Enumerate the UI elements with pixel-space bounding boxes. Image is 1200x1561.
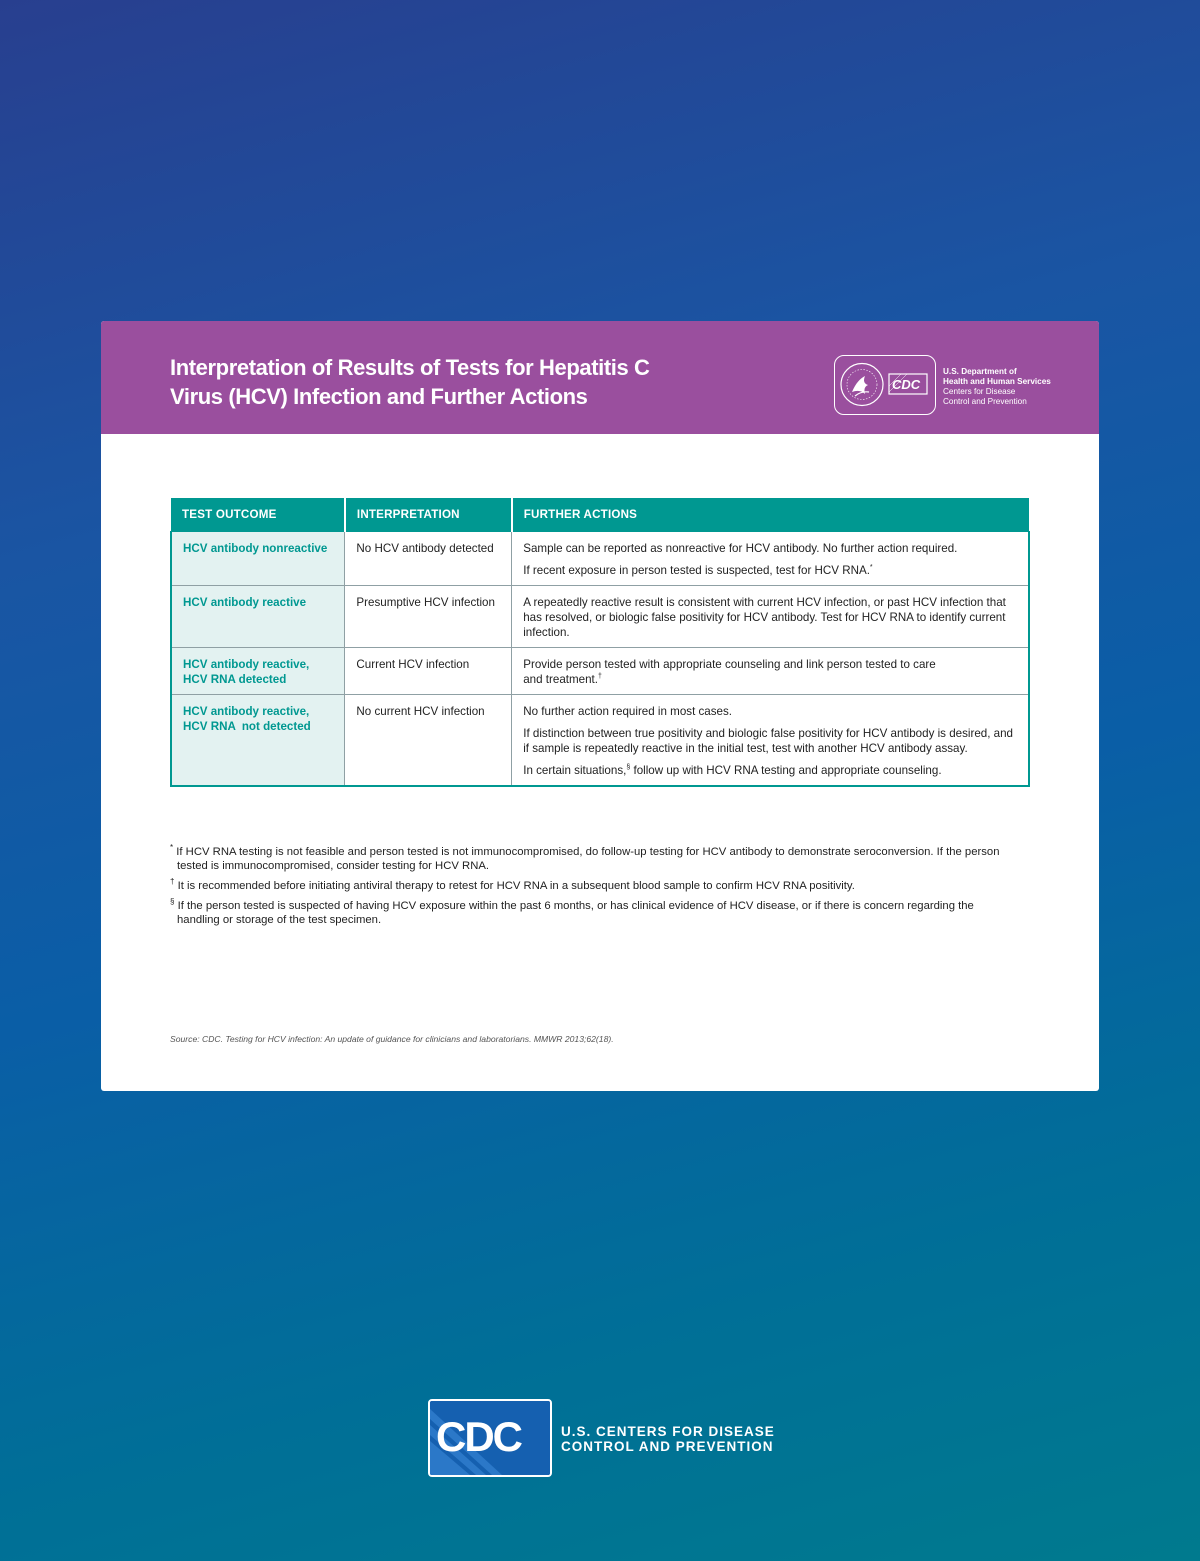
footnotes <box>170 845 1010 933</box>
interpretation-cell: Presumptive HCV infection <box>345 586 512 648</box>
agency-name: U.S. Department of Health and Human Services Centers for Disease Control and Prevention <box>943 367 1051 406</box>
table-row <box>171 586 1029 648</box>
hhs-eagle-icon <box>835 356 934 413</box>
cdc-tagline: U.S. CENTERS FOR DISEASE CONTROL AND PREVENTION <box>561 1424 775 1454</box>
svg-text:CDC: CDC <box>892 377 921 392</box>
header-test-outcome: TEST OUTCOME <box>171 498 345 532</box>
info-card <box>101 321 1099 1091</box>
footnote: * If HCV RNA testing is not feasible and person tested is not immunocompromised, do follow-up testing for HCV antibody to demonstrate seroconversion. If the person tested is immunocompromised, consider testing for HCV RNA. <box>170 843 1000 872</box>
interpretation-cell: No current HCV infection <box>345 695 512 787</box>
further-actions-cell: No further action required in most cases. If distinction between true positivity and biologic false positivity for HCV antibody is desired, and if sample is repeatedly reactive in the initial test, test with another HCV antibody assay. In certain situations,§ follow up with HCV RNA testing and appropriate counseling. <box>512 695 1029 787</box>
source-citation: Source: CDC. Testing for HCV infection: An update of guidance for clinicians and laboratorians. MMWR 2013;62(18). <box>170 1034 614 1044</box>
svg-text:CDC: CDC <box>436 1413 521 1460</box>
footnote: § If the person tested is suspected of having HCV exposure within the past 6 months, or has clinical evidence of HCV disease, or if there is concern regarding the handling or storage of the test specimen. <box>170 897 974 926</box>
footnote: † It is recommended before initiating antiviral therapy to retest for HCV RNA in a subsequent blood sample to confirm HCV RNA positivity. <box>170 877 855 892</box>
test-outcome-cell: HCV antibody reactive <box>171 586 345 648</box>
table-header-row <box>171 498 1029 532</box>
table-row <box>171 648 1029 695</box>
test-outcome-cell: HCV antibody reactive, HCV RNA detected <box>171 648 345 695</box>
interpretation-cell: No HCV antibody detected <box>345 532 512 586</box>
table-row <box>171 695 1029 787</box>
table-row <box>171 532 1029 586</box>
page-title: Interpretation of Results of Tests for Hepatitis C Virus (HCV) Infection and Further Actions <box>170 355 650 409</box>
hhs-cdc-logo <box>834 355 936 415</box>
test-outcome-cell: HCV antibody reactive, HCV RNA not detected <box>171 695 345 787</box>
header-banner <box>101 321 1099 434</box>
further-actions-cell: Provide person tested with appropriate counseling and link person tested to care and treatment.† <box>512 648 1029 695</box>
further-actions-cell: A repeatedly reactive result is consistent with current HCV infection, or past HCV infection that has resolved, or biologic false positivity for HCV antibody. Test for HCV RNA to identify current infection. <box>512 586 1029 648</box>
header-further-actions: FURTHER ACTIONS <box>512 498 1029 532</box>
cdc-logo-icon <box>430 1401 550 1475</box>
header-interpretation: INTERPRETATION <box>345 498 512 532</box>
further-actions-cell: Sample can be reported as nonreactive for HCV antibody. No further action required. If recent exposure in person tested is suspected, test for HCV RNA.* <box>512 532 1029 586</box>
cdc-logo <box>428 1399 552 1477</box>
test-outcome-cell: HCV antibody nonreactive <box>171 532 345 586</box>
interpretation-cell: Current HCV infection <box>345 648 512 695</box>
results-table <box>170 498 1030 787</box>
